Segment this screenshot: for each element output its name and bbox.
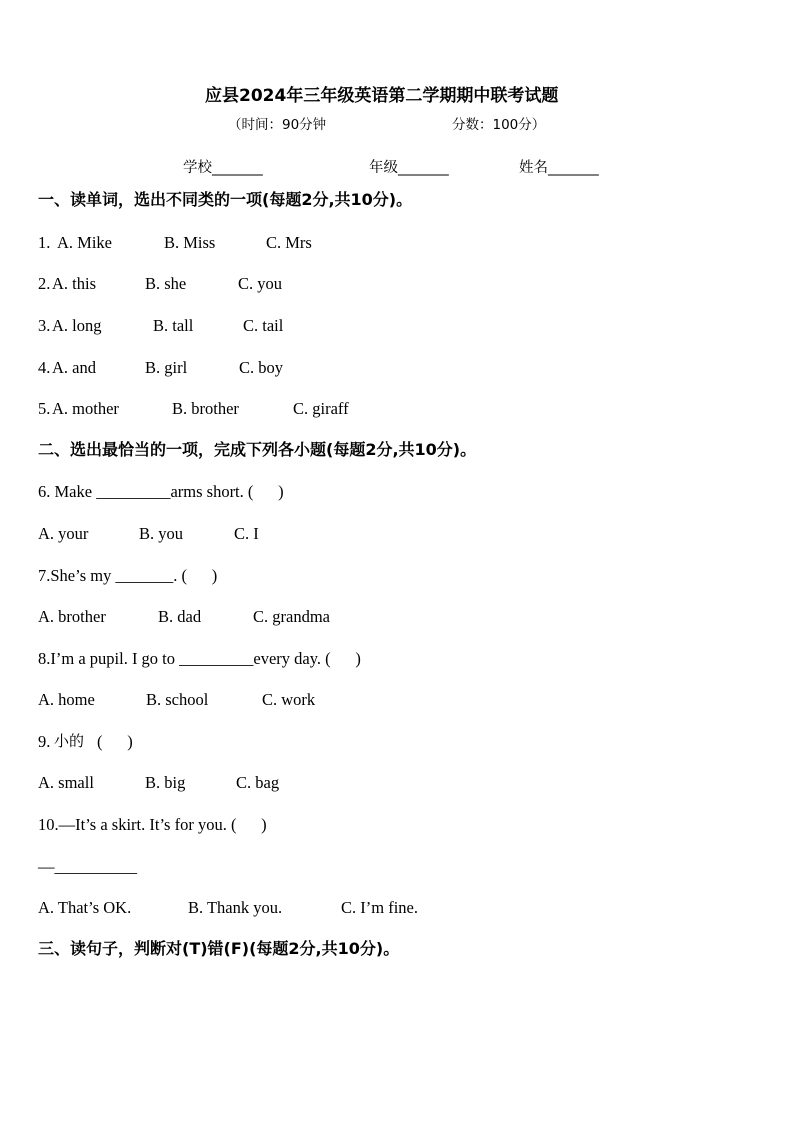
q9-option-a: A. small bbox=[38, 773, 94, 792]
q1-option-b: B. Miss bbox=[164, 233, 216, 252]
q2-option-a: A. this bbox=[52, 274, 97, 293]
q10-option-c: C. I’m fine. bbox=[341, 898, 418, 917]
q9-answer-paren: ( ) bbox=[97, 732, 133, 751]
q9-option-c: C. bag bbox=[236, 773, 280, 792]
q8-option-c: C. work bbox=[262, 690, 316, 709]
q6-option-a: A. your bbox=[38, 524, 89, 543]
q7-option-a: A. brother bbox=[38, 607, 106, 626]
q1-option-c: C. Mrs bbox=[266, 233, 312, 252]
section-2-title: 二、选出最恰当的一项，完成下列各小题(每题2分,共10分)。 bbox=[38, 440, 477, 459]
q7-stem: 7.She’s my _______. ( ) bbox=[38, 566, 218, 585]
grade-field: 年级_______ bbox=[369, 160, 449, 176]
q8-option-b: B. school bbox=[146, 690, 209, 709]
q10-option-b: B. Thank you. bbox=[188, 898, 283, 917]
time-limit: （时间：90分钟 bbox=[228, 117, 327, 133]
q2-number: 2. bbox=[38, 274, 51, 293]
q9-option-b: B. big bbox=[145, 773, 186, 792]
q10-stem: 10.—It’s a skirt. It’s for you. ( ) bbox=[38, 815, 267, 834]
section-3-title: 三、读句子，判断对(T)错(F)(每题2分,共10分)。 bbox=[38, 939, 400, 958]
q4-option-c: C. boy bbox=[239, 358, 284, 377]
q2-option-b: B. she bbox=[145, 274, 187, 293]
q6-option-c: C. I bbox=[234, 524, 259, 543]
q3-option-b: B. tall bbox=[153, 316, 194, 335]
q5-number: 5. bbox=[38, 399, 51, 418]
q6-stem: 6. Make _________arms short. ( ) bbox=[38, 482, 284, 501]
total-score: 分数：100分） bbox=[452, 117, 546, 133]
q1-number: 1. bbox=[38, 233, 55, 252]
q4-option-a: A. and bbox=[52, 358, 96, 377]
q5-option-a: A. mother bbox=[52, 399, 119, 418]
q3-number: 3. bbox=[38, 316, 51, 335]
q6-option-b: B. you bbox=[139, 524, 184, 543]
q9-number: 9. bbox=[38, 732, 51, 751]
q10-option-a: A. That’s OK. bbox=[38, 898, 132, 917]
q2-option-c: C. you bbox=[238, 274, 283, 293]
q7-option-b: B. dad bbox=[158, 607, 202, 626]
q5-option-b: B. brother bbox=[172, 399, 239, 418]
q4-option-b: B. girl bbox=[145, 358, 188, 377]
q4-number: 4. bbox=[38, 358, 51, 377]
name-field: 姓名_______ bbox=[519, 160, 599, 176]
q3-option-c: C. tail bbox=[243, 316, 284, 335]
q9-chinese-word: 小的 bbox=[54, 732, 85, 750]
q8-stem: 8.I’m a pupil. I go to _________every day. ( ) bbox=[38, 649, 361, 668]
q1-option-a: A. Mike bbox=[57, 233, 112, 252]
q8-option-a: A. home bbox=[38, 690, 95, 709]
page-title: 应县2024年三年级英语第二学期期中联考试题 bbox=[205, 86, 559, 106]
q5-option-c: C. giraff bbox=[293, 399, 349, 418]
q10-reply-blank: —__________ bbox=[38, 857, 137, 876]
school-field: 学校_______ bbox=[183, 160, 263, 176]
q7-option-c: C. grandma bbox=[253, 607, 330, 626]
q3-option-a: A. long bbox=[52, 316, 102, 335]
section-1-title: 一、读单词，选出不同类的一项(每题2分,共10分)。 bbox=[38, 190, 413, 209]
